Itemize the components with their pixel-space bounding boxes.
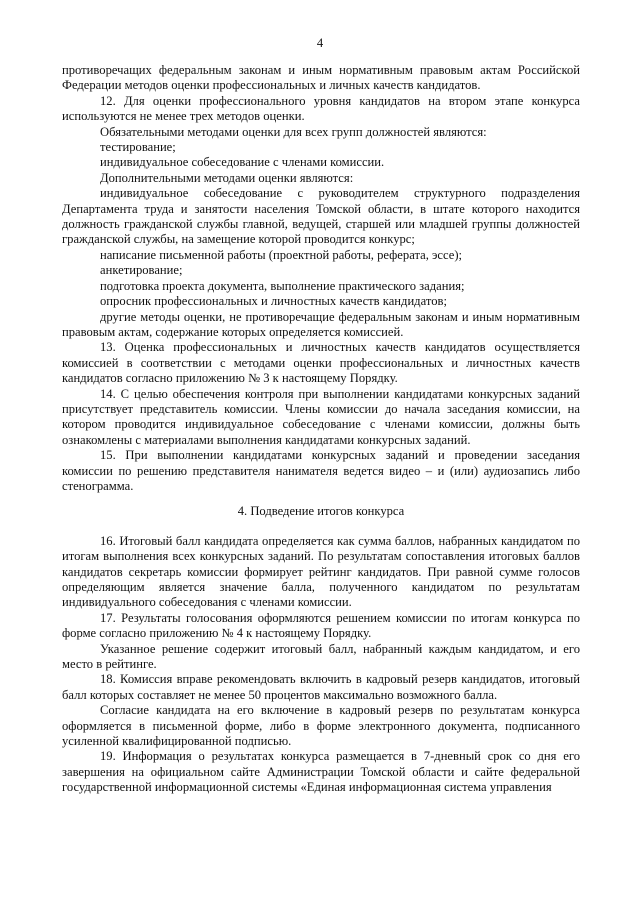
paragraph: 16. Итоговый балл кандидата определяется как сумма баллов, набранных кандидатом по итогам выполнения всех конкурсных заданий. По результатам сопоставления итоговых баллов кандидатов секретарь комиссии формирует рейтинг кандидатов. При равной сумме голосов определяющим является значение балла, полученного кандидатом по результатам индивидуального собеседования с членами комиссии. [62, 533, 580, 610]
paragraph: подготовка проекта документа, выполнение практического задания; [100, 278, 465, 293]
paragraph: 14. С целью обеспечения контроля при выполнении кандидатами конкурсных заданий присутствует представитель комиссии. Члены комиссии до начала заседания комиссии, на котором проводится индивидуальное собеседование с членами комиссии, должны быть ознакомлены с материалами выполнения кандидатами конкурсных заданий. [62, 386, 580, 447]
paragraph: Согласие кандидата на его включение в кадровый резерв по результатам конкурса оформляется в письменной форме, либо в форме электронного документа, подписанного усиленной квалифицированной подписью. [62, 703, 580, 749]
paragraph: анкетирование; [100, 263, 183, 278]
page-number: 4 [316, 36, 324, 50]
paragraph: индивидуальное собеседование с членами комиссии. [100, 155, 385, 170]
paragraph: другие методы оценки, не противоречащие федеральным законам и иным нормативным правовым актам, содержание которых определяется комиссией. [62, 309, 580, 339]
paragraph: опросник профессиональных и личностных качеств кандидатов; [100, 294, 447, 309]
paragraph: тестирование; [100, 140, 176, 155]
paragraph: 18. Комиссия вправе рекомендовать включить в кадровый резерв кандидатов, итоговый балл которых составляет не менее 50 процентов максимально возможного балла. [62, 672, 580, 702]
paragraph: написание письменной работы (проектной работы, реферата, эссе); [100, 247, 463, 262]
paragraph: противоречащих федеральным законам и иным нормативным правовым актам Российской Федерации методов оценки профессиональных и личных качеств кандидатов. [62, 63, 580, 93]
paragraph: 19. Информация о результатах конкурса размещается в 7-дневный срок со дня его завершения на официальном сайте Администрации Томской области и сайте федеральной государственной информационной системы «Единая информационная система управления [62, 749, 580, 795]
paragraph: 12. Для оценки профессионального уровня кандидатов на втором этапе конкурса используются не менее трех методов оценки. [62, 93, 580, 124]
paragraphs-before-heading [62, 63, 580, 494]
paragraph: Обязательными методами оценки для всех групп должностей являются: [100, 124, 487, 139]
paragraph: 13. Оценка профессиональных и личностных качеств кандидатов осуществляется комиссией в соответствии с методами оценки профессиональных и личностных качеств кандидатов согласно приложению № 3 к настоящему Порядку. [62, 340, 580, 386]
paragraph: Указанное решение содержит итоговый балл, набранный каждым кандидатом, и его место в рейтинге. [62, 641, 580, 672]
paragraph: Дополнительными методами оценки являются: [100, 170, 354, 185]
paragraphs-after-heading [62, 534, 580, 796]
paragraph: индивидуальное собеседование с руководителем структурного подразделения Департамента труда и занятости населения Томской области, в штате которого находится должность гражданской службы главной, ведущей, старшей или младшей группы должностей гражданской службы, на замещение которой проводится конкурс; [62, 186, 580, 247]
document-body [62, 63, 580, 796]
section-heading: 4. Подведение итогов конкурса [237, 504, 405, 519]
paragraph: 17. Результаты голосования оформляются решением комиссии по итогам конкурса по форме согласно приложению № 4 к настоящему Порядку. [62, 610, 580, 641]
paragraph: 15. При выполнении кандидатами конкурсных заданий и проведении заседания комиссии по решению представителя нанимателя ведется видео – и (или) аудиозапись либо стенограмма. [62, 448, 580, 493]
